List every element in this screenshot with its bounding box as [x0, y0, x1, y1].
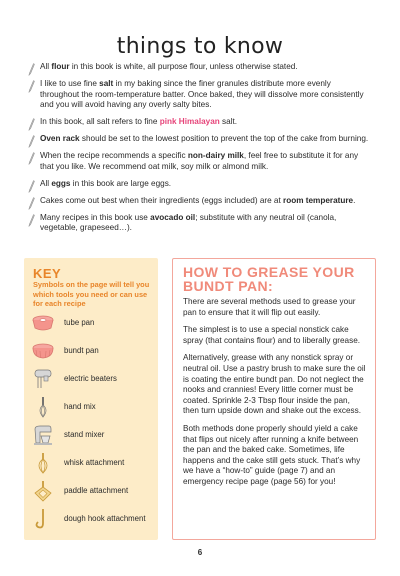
whisk-attachment-icon [32, 452, 54, 474]
grease-paragraph: The simplest is to use a special nonstick cake spray (that contains flour) and to liberally grease. [183, 325, 361, 345]
grease-panel [172, 258, 376, 540]
grease-paragraph: There are several methods used to grease your pan to ensure that it will flip out easily. [183, 297, 356, 317]
tip-text-before: All [40, 62, 52, 71]
paddle-attachment-icon [32, 480, 54, 502]
tip-item [30, 196, 370, 207]
tip-text-before: All [40, 178, 52, 188]
grease-body [183, 297, 367, 495]
key-item-label: tube pan [64, 318, 95, 327]
key-subtitle: Symbols on the page will tell you which tools you need or can use for each recipe [33, 280, 150, 309]
tip-item [30, 117, 370, 128]
tip-text-after: in this book are large eggs. [70, 178, 172, 188]
tip-text-bold: salt [99, 78, 114, 88]
tip-text-bold: room temperature [283, 195, 354, 205]
tip-text-before: In this book, all salt refers to fine [40, 117, 160, 127]
pencil-icon [28, 197, 35, 210]
tip-item [30, 179, 370, 190]
tip-text-bold: avocado oil [150, 212, 196, 222]
page-number: 6 [197, 548, 203, 557]
tip-item [30, 134, 370, 145]
pencil-icon [28, 135, 35, 148]
grease-title: HOW TO GREASE YOUR BUNDT PAN: [183, 264, 355, 294]
tip-item [30, 62, 370, 73]
key-item-label: electric beaters [64, 374, 117, 383]
pencil-icon [28, 214, 35, 227]
key-item-label: bundt pan [64, 346, 99, 355]
tip-text-bold: flour [51, 62, 70, 71]
tip-text-bold: non-dairy milk [187, 151, 244, 161]
tip-item [30, 151, 370, 172]
pencil-icon [28, 180, 35, 193]
tip-text-bold: pink Himalayan [159, 117, 220, 127]
tip-text-after: , feel free to substitute it for any that you like. We recommend oat milk, soy milk or almond milk. [40, 151, 359, 171]
tip-text-after: salt. [219, 117, 238, 127]
key-item-label: stand mixer [64, 430, 105, 439]
key-item [32, 368, 158, 390]
key-item [32, 340, 158, 362]
tip-text-after: . [353, 195, 356, 205]
page-title: things to know [116, 34, 284, 59]
key-item-label: dough hook attachment [64, 514, 146, 523]
key-title: KEY [33, 266, 62, 281]
key-panel [24, 258, 158, 540]
hand-mix-icon [32, 396, 54, 418]
tip-item [30, 213, 370, 234]
stand-mixer-icon [32, 424, 54, 446]
tip-text-before: When the recipe recommends a specific [40, 151, 188, 161]
tip-text-after: in this book is white, all purpose flour, unless otherwise stated. [69, 62, 298, 71]
pencil-icon [28, 80, 35, 93]
key-item-label: whisk attachment [64, 458, 125, 467]
grease-paragraph: Both methods done properly should yield a cake that flips out nicely after running a knife between the pan and the baked cake. Sometimes, life happens and the cake still gets stuck. That’s why we have a “how-to” guide (page 7) and an emergency recipe page (page 56) for you! [183, 423, 361, 486]
tip-text-before: Cakes come out best when their ingredients (eggs included) are at [40, 195, 284, 205]
tip-text-before: I like to use fine [40, 78, 100, 88]
tube-pan-icon [32, 312, 54, 334]
key-item [32, 312, 158, 334]
tip-text-before: Many recipes in this book use [40, 212, 151, 222]
key-item [32, 480, 158, 502]
tip-text-after: in my baking since the finer granules distribute more evenly throughout the room-temperature batter. Once baked, they will dissolve more consistently and you will avoid having any overly salty bites. [40, 78, 364, 110]
tips-list [30, 62, 370, 240]
tip-item [30, 79, 370, 111]
pencil-icon [28, 152, 35, 165]
grease-paragraph: Alternatively, grease with any nonstick spray or neutral oil. Use a pastry brush to make sure the oil is coating the entire bundt pan. Do not neglect the nooks and crannies! Every little corner must be coated. Sprinkle 2-3 Tbsp flour inside the pan, then turn upside down and shake out the excess. [183, 353, 366, 416]
pencil-icon [28, 63, 35, 76]
key-item [32, 424, 158, 446]
electric-beaters-icon [32, 368, 54, 390]
key-item-label: hand mix [64, 402, 96, 411]
key-item [32, 452, 158, 474]
tip-text-bold: eggs [51, 178, 71, 188]
tip-text-bold: Oven rack [40, 134, 80, 144]
key-item-label: paddle attachment [64, 486, 129, 495]
key-item [32, 508, 158, 530]
pencil-icon [28, 118, 35, 131]
key-item [32, 396, 158, 418]
dough-hook-attachment-icon [32, 508, 54, 530]
bundt-pan-icon [32, 340, 54, 362]
tip-text-after: should be set to the lowest position to prevent the top of the cake from burning. [79, 134, 369, 144]
tip-text-after: ; substitute with any neutral oil (canola, vegetable, grapeseed…). [40, 212, 337, 233]
